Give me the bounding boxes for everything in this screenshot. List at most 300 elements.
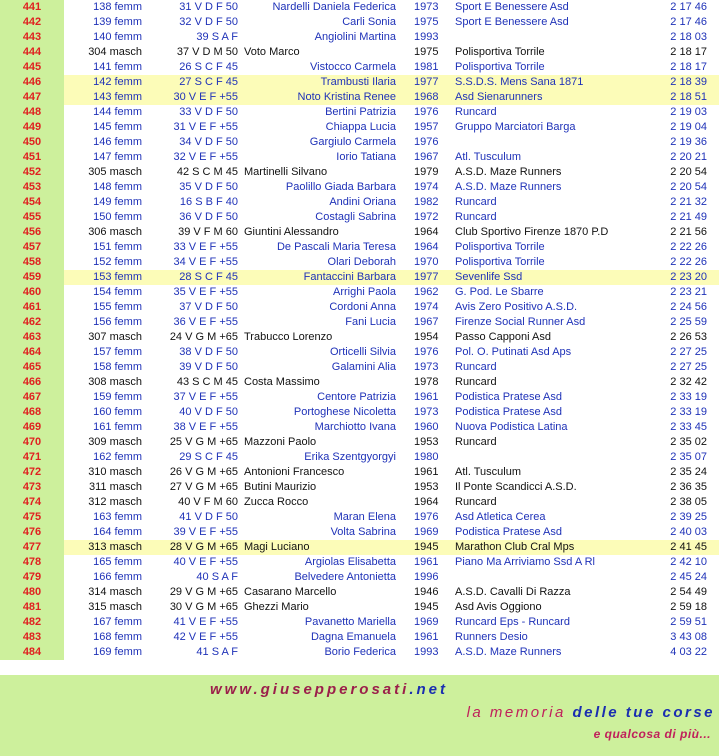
row-time: 2 42 10 [670,556,707,568]
table-row [0,75,719,90]
row-category: 38 V E F +55 [173,421,238,433]
row-category: 30 V G M +65 [169,601,238,613]
row-time: 2 36 35 [670,481,707,493]
row-birth-year: 1945 [414,541,439,553]
row-position: 460 [0,285,64,300]
row-birth-year: 1972 [414,211,439,223]
row-gender-rank: 313 masch [88,541,142,553]
row-category: 43 S C M 45 [176,376,238,388]
row-birth-year: 1978 [414,376,439,388]
row-athlete-name: Maran Elena [333,511,396,523]
row-time: 2 24 56 [670,301,707,313]
row-gender-rank: 314 masch [88,586,142,598]
row-category: 35 V D F 50 [179,181,238,193]
row-category: 37 V E F +55 [173,391,238,403]
row-gender-rank: 161 femm [93,421,142,433]
row-category: 26 S C F 45 [179,61,238,73]
row-birth-year: 1973 [414,406,439,418]
row-category: 29 S C F 45 [179,451,238,463]
table-row [0,555,719,570]
row-athlete-name: Butini Maurizio [244,481,317,493]
row-club: Asd Avis Oggiono [455,601,542,613]
row-category: 30 V E F +55 [173,91,238,103]
row-time: 2 33 19 [670,406,707,418]
row-category: 36 V E F +55 [173,316,238,328]
row-position: 481 [0,600,64,615]
row-category: 38 V D F 50 [179,346,238,358]
row-time: 2 45 24 [670,571,707,583]
row-birth-year: 1968 [414,91,439,103]
row-position: 454 [0,195,64,210]
row-position: 466 [0,375,64,390]
row-category: 26 V G M +65 [169,466,238,478]
row-club: Avis Zero Positivo A.S.D. [455,301,578,313]
row-athlete-name: Martinelli Silvano [244,166,328,178]
row-position: 455 [0,210,64,225]
row-club: Nuova Podistica Latina [455,421,568,433]
row-time: 2 18 17 [670,61,707,73]
row-club: A.S.D. Maze Runners [455,181,562,193]
table-row [0,285,719,300]
table-row [0,270,719,285]
table-row [0,105,719,120]
row-gender-rank: 145 femm [93,121,142,133]
row-club: Club Sportivo Firenze 1870 P.D [455,226,609,238]
row-gender-rank: 140 femm [93,31,142,43]
row-position: 441 [0,0,64,15]
row-time: 2 35 07 [670,451,707,463]
table-row [0,570,719,585]
row-athlete-name: Erika Szentgyorgyi [304,451,396,463]
table-row [0,180,719,195]
row-position: 467 [0,390,64,405]
row-time: 2 18 03 [670,31,707,43]
row-time: 2 39 25 [670,511,707,523]
row-position: 463 [0,330,64,345]
row-athlete-name: Borio Federica [324,646,396,658]
row-birth-year: 1957 [414,121,439,133]
row-category: 39 S A F [196,31,238,43]
row-athlete-name: Bertini Patrizia [325,106,396,118]
row-position: 442 [0,15,64,30]
row-club: Podistica Pratese Asd [455,406,563,418]
row-athlete-name: Andini Oriana [329,196,396,208]
row-club: Pol. O. Putinati Asd Aps [455,346,572,358]
table-row [0,15,719,30]
row-position: 447 [0,90,64,105]
row-athlete-name: Fani Lucia [345,316,396,328]
row-athlete-name: Pavanetto Mariella [304,616,396,628]
table-row [0,240,719,255]
row-athlete-name: Dagna Emanuela [310,631,396,643]
row-gender-rank: 156 femm [93,316,142,328]
row-athlete-name: Gargiulo Carmela [309,136,396,148]
row-time: 2 23 21 [670,286,707,298]
row-birth-year: 1974 [414,181,439,193]
row-birth-year: 1969 [414,616,439,628]
row-athlete-name: Orticelli Silvia [329,346,396,358]
row-position: 479 [0,570,64,585]
row-category: 34 V E F +55 [173,256,238,268]
row-club: Asd Atletica Cerea [455,511,546,523]
row-club: Asd Sienarunners [455,91,543,103]
row-time: 2 33 19 [670,391,707,403]
row-gender-rank: 165 femm [93,556,142,568]
row-club: Piano Ma Arriviamo Ssd A Rl [455,556,596,568]
website-name: www.giusepperosati [210,681,410,698]
row-position: 478 [0,555,64,570]
row-time: 2 41 45 [670,541,707,553]
table-row [0,195,719,210]
row-position: 482 [0,615,64,630]
row-club: Polisportiva Torrile [455,46,545,58]
table-row [0,525,719,540]
row-birth-year: 1969 [414,526,439,538]
row-time: 2 35 02 [670,436,707,448]
website-tld: net [416,681,448,698]
row-category: 31 V E F +55 [173,121,238,133]
row-category: 28 V G M +65 [169,541,238,553]
table-row [0,435,719,450]
row-athlete-name: Ghezzi Mario [244,601,309,613]
row-category: 27 S C F 45 [179,76,238,88]
row-category: 40 S A F [196,571,238,583]
row-birth-year: 1962 [414,286,439,298]
table-row [0,540,719,555]
site-footer [0,675,719,756]
row-gender-rank: 160 femm [93,406,142,418]
row-position: 469 [0,420,64,435]
row-athlete-name: Trabucco Lorenzo [244,331,333,343]
row-birth-year: 1967 [414,316,439,328]
row-athlete-name: Argiolas Elisabetta [304,556,396,568]
row-time: 2 38 05 [670,496,707,508]
row-athlete-name: Galamini Alia [331,361,396,373]
row-athlete-name: Marchiotto Ivana [314,421,396,433]
row-category: 41 V E F +55 [173,616,238,628]
row-category: 42 S C M 45 [176,166,238,178]
row-gender-rank: 167 femm [93,616,142,628]
row-gender-rank: 157 femm [93,346,142,358]
row-gender-rank: 158 femm [93,361,142,373]
row-position: 470 [0,435,64,450]
row-birth-year: 1961 [414,391,439,403]
row-time: 2 22 26 [670,241,707,253]
row-gender-rank: 159 femm [93,391,142,403]
table-row [0,630,719,645]
row-club: A.S.D. Maze Runners [455,646,562,658]
row-time: 2 20 21 [670,151,707,163]
row-birth-year: 1975 [414,46,439,58]
row-birth-year: 1977 [414,271,439,283]
table-row [0,615,719,630]
row-athlete-name: Magi Luciano [244,541,310,553]
row-position: 451 [0,150,64,165]
row-position: 484 [0,645,64,660]
row-position: 452 [0,165,64,180]
row-gender-rank: 155 femm [93,301,142,313]
tagline-sub: e qualcosa di più... [593,727,711,741]
row-club: Passo Capponi Asd [455,331,552,343]
table-row [0,390,719,405]
row-position: 458 [0,255,64,270]
row-category: 39 V F M 60 [178,226,238,238]
row-position: 456 [0,225,64,240]
row-category: 41 S A F [196,646,238,658]
row-club: S.S.D.S. Mens Sana 1871 [455,76,584,88]
row-athlete-name: Trambusti Ilaria [320,76,396,88]
row-time: 3 43 08 [670,631,707,643]
row-time: 4 03 22 [670,646,707,658]
row-time: 2 19 04 [670,121,707,133]
row-gender-rank: 152 femm [93,256,142,268]
website-dot: . [409,681,417,698]
row-gender-rank: 309 masch [88,436,142,448]
row-time: 2 17 46 [670,1,707,13]
row-category: 32 V D F 50 [179,16,238,28]
row-category: 40 V F M 60 [178,496,238,508]
row-birth-year: 1960 [414,421,439,433]
table-row [0,375,719,390]
row-gender-rank: 142 femm [93,76,142,88]
row-position: 457 [0,240,64,255]
row-category: 40 V D F 50 [179,406,238,418]
row-club: Sport E Benessere Asd [455,16,569,28]
row-gender-rank: 169 femm [93,646,142,658]
row-club: Firenze Social Runner Asd [455,316,586,328]
row-club: Atl. Tusculum [455,466,522,478]
row-gender-rank: 168 femm [93,631,142,643]
row-gender-rank: 143 femm [93,91,142,103]
row-athlete-name: Giuntini Alessandro [244,226,339,238]
row-time: 2 25 59 [670,316,707,328]
row-athlete-name: Angiolini Martina [314,31,396,43]
row-time: 2 21 56 [670,226,707,238]
row-club: Polisportiva Torrile [455,256,545,268]
row-category: 36 V D F 50 [179,211,238,223]
row-gender-rank: 144 femm [93,106,142,118]
row-position: 446 [0,75,64,90]
row-gender-rank: 306 masch [88,226,142,238]
row-position: 477 [0,540,64,555]
row-athlete-name: Centore Patrizia [317,391,396,403]
row-club: Polisportiva Torrile [455,61,545,73]
row-position: 473 [0,480,64,495]
row-birth-year: 1964 [414,496,439,508]
row-birth-year: 1979 [414,166,439,178]
row-category: 32 V E F +55 [173,151,238,163]
row-position: 480 [0,585,64,600]
row-athlete-name: Costagli Sabrina [315,211,396,223]
row-time: 2 27 25 [670,361,707,373]
table-row [0,480,719,495]
row-category: 33 V E F +55 [173,241,238,253]
row-athlete-name: Carli Sonia [342,16,396,28]
table-row [0,450,719,465]
row-birth-year: 1974 [414,301,439,313]
website-link[interactable] [210,681,448,698]
row-athlete-name: Fantaccini Barbara [303,271,396,283]
row-birth-year: 1945 [414,601,439,613]
row-position: 471 [0,450,64,465]
row-birth-year: 1964 [414,226,439,238]
row-position: 459 [0,270,64,285]
row-category: 37 V D F 50 [179,301,238,313]
row-gender-rank: 147 femm [93,151,142,163]
row-club: Atl. Tusculum [455,151,522,163]
row-position: 462 [0,315,64,330]
row-club: Runcard [455,106,497,118]
tagline-part2: delle tue corse [572,704,715,721]
row-club: Runners Desio [455,631,528,643]
row-position: 476 [0,525,64,540]
row-club: Podistica Pratese Asd [455,526,563,538]
row-club: Sport E Benessere Asd [455,1,569,13]
row-time: 2 20 54 [670,166,707,178]
row-athlete-name: Mazzoni Paolo [244,436,317,448]
row-birth-year: 1982 [414,196,439,208]
row-position: 465 [0,360,64,375]
row-category: 42 V E F +55 [173,631,238,643]
table-row [0,360,719,375]
row-birth-year: 1976 [414,511,439,523]
table-row [0,315,719,330]
row-gender-rank: 307 masch [88,331,142,343]
row-gender-rank: 311 masch [89,481,142,493]
row-position: 453 [0,180,64,195]
row-gender-rank: 308 masch [88,376,142,388]
table-row [0,210,719,225]
row-birth-year: 1993 [414,31,439,43]
row-club: Runcard [455,211,497,223]
row-position: 475 [0,510,64,525]
row-time: 2 18 39 [670,76,707,88]
row-position: 461 [0,300,64,315]
row-category: 39 V E F +55 [173,526,238,538]
row-club: Sevenlife Ssd [455,271,523,283]
row-birth-year: 1961 [414,556,439,568]
row-time: 2 27 25 [670,346,707,358]
row-club: Runcard [455,376,497,388]
row-time: 2 19 36 [670,136,707,148]
row-athlete-name: Zucca Rocco [244,496,309,508]
row-club: Il Ponte Scandicci A.S.D. [455,481,577,493]
table-row [0,645,719,660]
row-gender-rank: 312 masch [88,496,142,508]
table-row [0,600,719,615]
row-time: 2 17 46 [670,16,707,28]
table-row [0,165,719,180]
row-time: 2 23 20 [670,271,707,283]
row-category: 34 V D F 50 [179,136,238,148]
row-gender-rank: 315 masch [88,601,142,613]
row-birth-year: 1976 [414,346,439,358]
row-athlete-name: Noto Kristina Renee [297,91,396,103]
row-time: 2 26 53 [670,331,707,343]
row-time: 2 18 51 [670,91,707,103]
row-club: Polisportiva Torrile [455,241,545,253]
row-birth-year: 1970 [414,256,439,268]
table-row [0,345,719,360]
row-athlete-name: Belvedere Antonietta [294,571,396,583]
row-club: Podistica Pratese Asd [455,391,563,403]
row-category: 33 V D F 50 [179,106,238,118]
table-row [0,330,719,345]
row-time: 2 54 49 [670,586,707,598]
row-category: 25 V G M +65 [169,436,238,448]
row-gender-rank: 310 masch [88,466,142,478]
row-time: 2 40 03 [670,526,707,538]
row-category: 41 V D F 50 [179,511,238,523]
row-club: Runcard [455,361,497,373]
table-row [0,135,719,150]
row-athlete-name: Costa Massimo [244,376,320,388]
row-club: Runcard [455,496,497,508]
row-athlete-name: Olari Deborah [327,256,396,268]
row-position: 474 [0,495,64,510]
row-gender-rank: 150 femm [93,211,142,223]
row-athlete-name: Vistocco Carmela [310,61,396,73]
row-birth-year: 1953 [414,436,439,448]
row-time: 2 20 54 [670,181,707,193]
table-row [0,405,719,420]
row-athlete-name: Paolillo Giada Barbara [285,181,396,193]
row-category: 37 V D M 50 [176,46,238,58]
row-birth-year: 1964 [414,241,439,253]
row-position: 448 [0,105,64,120]
row-position: 472 [0,465,64,480]
row-position: 464 [0,345,64,360]
row-gender-rank: 151 femm [93,241,142,253]
table-row [0,255,719,270]
row-birth-year: 1996 [414,571,439,583]
row-time: 2 59 18 [670,601,707,613]
row-time: 2 33 45 [670,421,707,433]
row-athlete-name: Antonioni Francesco [244,466,345,478]
row-athlete-name: Volta Sabrina [330,526,396,538]
row-time: 2 35 24 [670,466,707,478]
table-row [0,300,719,315]
row-athlete-name: Voto Marco [244,46,300,58]
row-category: 16 S B F 40 [179,196,238,208]
table-row [0,30,719,45]
row-gender-rank: 149 femm [93,196,142,208]
row-position: 450 [0,135,64,150]
row-category: 39 V D F 50 [179,361,238,373]
row-birth-year: 1980 [414,451,439,463]
row-club: Runcard [455,196,497,208]
table-row [0,585,719,600]
table-row [0,60,719,75]
row-gender-rank: 305 masch [88,166,142,178]
row-gender-rank: 304 masch [88,46,142,58]
row-birth-year: 1993 [414,646,439,658]
row-birth-year: 1954 [414,331,439,343]
row-club: A.S.D. Maze Runners [455,166,562,178]
row-birth-year: 1975 [414,16,439,28]
tagline-part1: la memoria [466,704,573,721]
row-athlete-name: Arrighi Paola [333,286,396,298]
table-row [0,90,719,105]
row-position: 443 [0,30,64,45]
row-gender-rank: 154 femm [93,286,142,298]
row-birth-year: 1946 [414,586,439,598]
row-club: Runcard [455,436,497,448]
row-time: 2 21 49 [670,211,707,223]
row-athlete-name: Chiappa Lucia [325,121,396,133]
table-row [0,45,719,60]
row-category: 27 V G M +65 [169,481,238,493]
